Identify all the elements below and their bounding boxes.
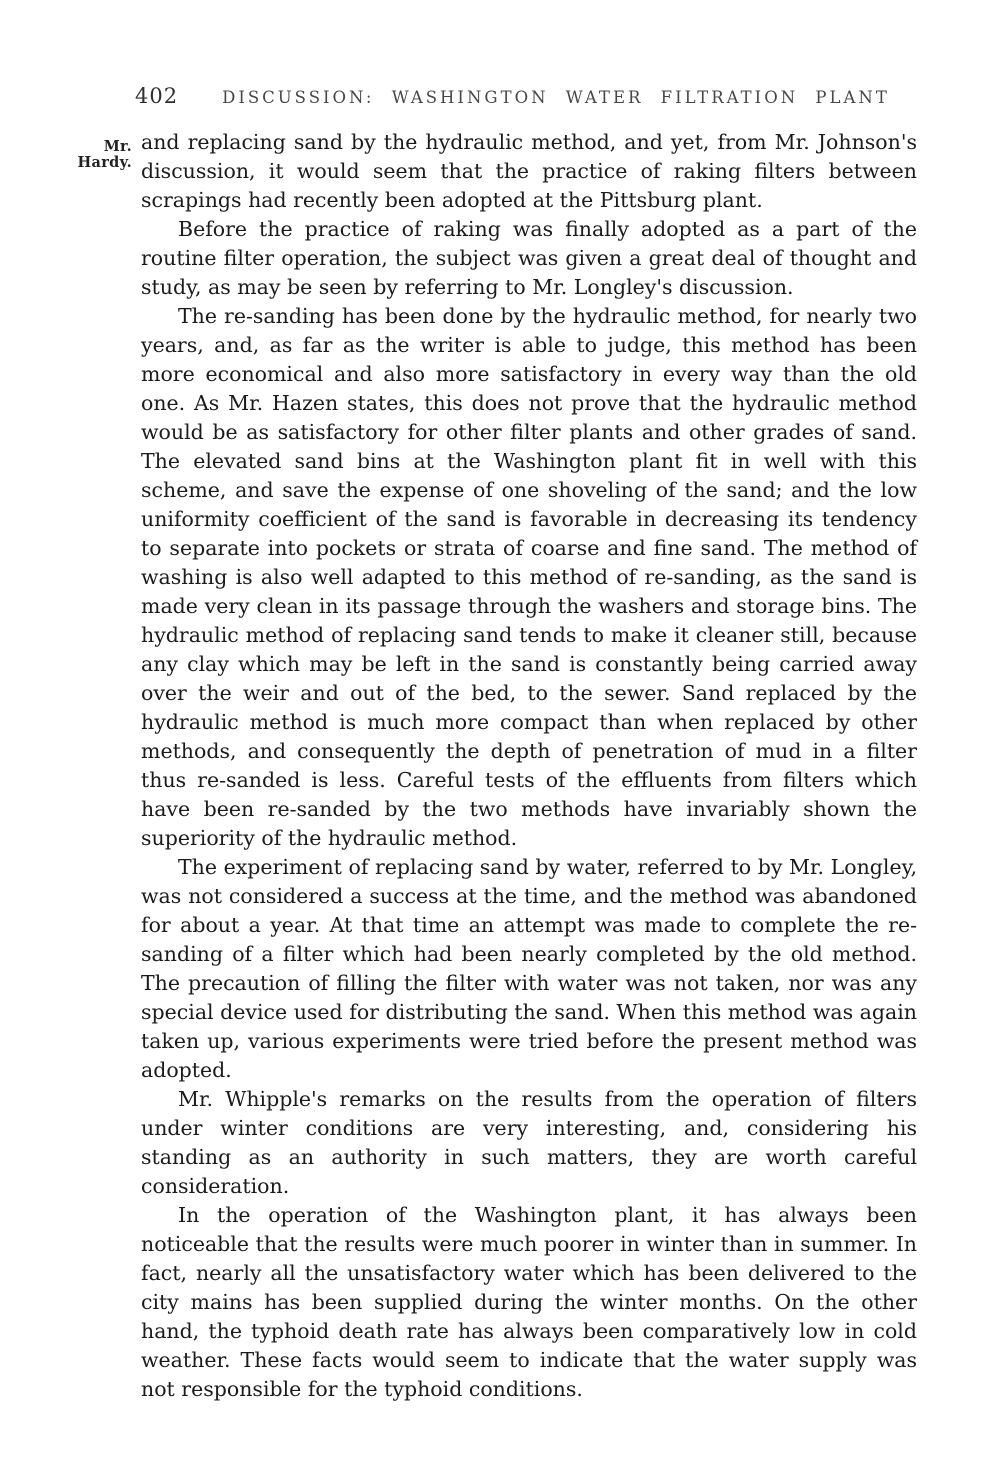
speaker-margin-note-line2: Hardy. [77,154,132,171]
body-text-block [141,128,917,1404]
running-head: DISCUSSION: WASHINGTON WATER FILTRATION PLANT [222,88,890,107]
paragraph: In the operation of the Washington plant, it has always been noticeable that the results were much poorer in winter than in summer. In fact, nearly all the unsatisfactory water which has been delivered to the city mains has been supplied during the winter months. On the other hand, the typhoid death rate has always been comparatively low in cold weather. These facts would seem to indicate that the water supply was not responsible for the typhoid conditions. [141,1203,917,1401]
speaker-margin-note-line1: Mr. [103,138,132,155]
paragraph: Mr. Whipple's remarks on the results from the operation of filters under winter conditions are very interesting, and, considering his standing as an authority in such matters, they are worth careful consideration. [141,1087,917,1198]
paragraph: The re-sanding has been done by the hydraulic method, for nearly two years, and, as far as the writer is able to judge, this method has been more economical and also more satisfactory in every way than the old one. As Mr. Hazen states, this does not prove that the hydraulic method would be as satisfactory for other filter plants and other grades of sand. The elevated sand bins at the Washington plant fit in well with this scheme, and save the expense of one shoveling of the sand; and the low uniformity coefficient of the sand is favorable in decreasing its tendency to separate into pockets or strata of coarse and fine sand. The method of washing is also well adapted to this method of re-sanding, as the sand is made very clean in its passage through the washers and storage bins. The hydraulic method of replacing sand tends to make it cleaner still, because any clay which may be left in the sand is constantly being carried away over the weir and out of the bed, to the sewer. Sand replaced by the hydraulic method is much more compact than when replaced by other methods, and consequently the depth of penetration of mud in a filter thus re-sanded is less. Careful tests of the effluents from filters which have been re-sanded by the two methods have invariably shown the superiority of the hydraulic method. [141,304,917,850]
page-header [135,84,910,108]
page-number: 402 [135,84,179,108]
paragraph: The experiment of replacing sand by water, referred to by Mr. Longley, was not considered a success at the time, and the method was abandoned for about a year. At that time an attempt was made to complete the re-sanding of a filter which had been nearly completed by the old method. The precaution of filling the filter with water was not taken, nor was any special device used for distributing the sand. When this method was again taken up, various experiments were tried before the present method was adopted. [141,855,917,1082]
paragraph-continued-from-previous-page: and replacing sand by the hydraulic method, and yet, from Mr. Johnson's discussion, it would seem that the practice of raking filters between scrapings had recently been adopted at the Pittsburg plant. [141,130,917,212]
speaker-margin-note [58,139,132,171]
paragraph: Before the practice of raking was finally adopted as a part of the routine filter operation, the subject was given a great deal of thought and study, as may be seen by referring to Mr. Longley's discussion. [141,217,917,299]
